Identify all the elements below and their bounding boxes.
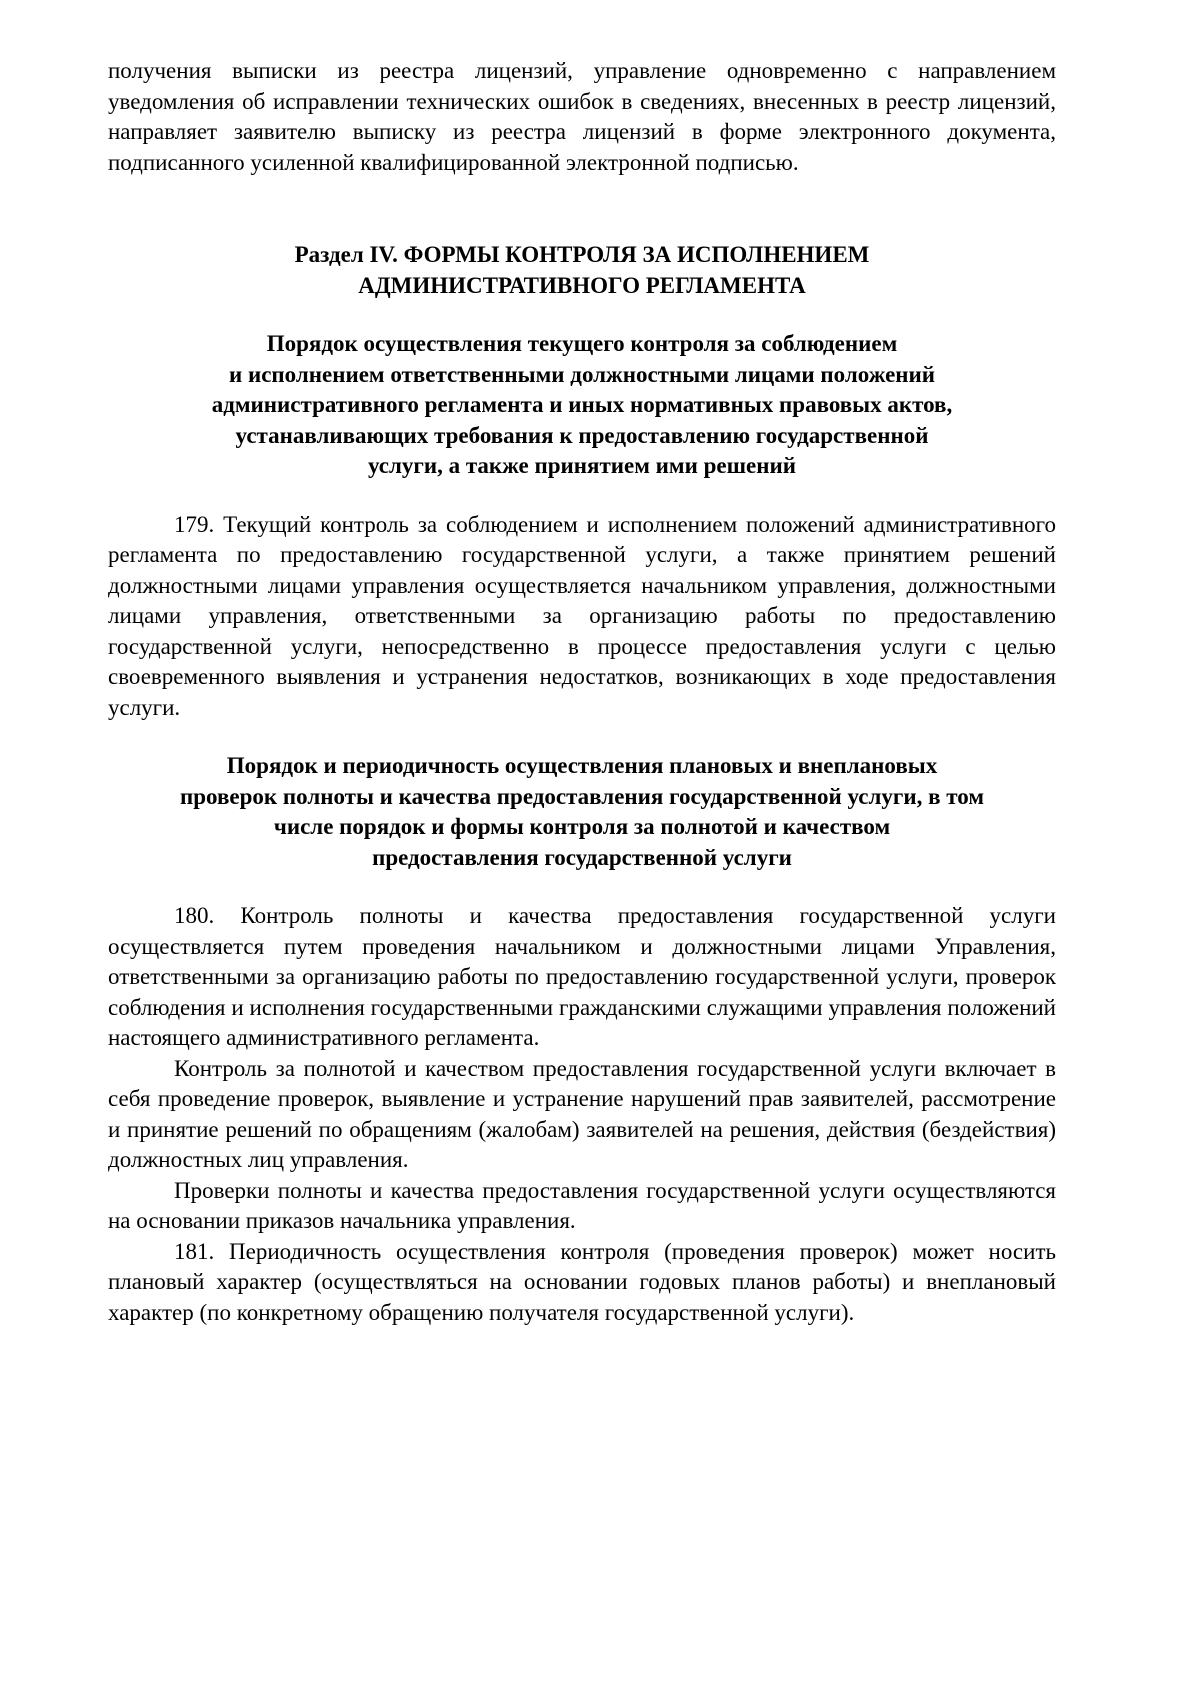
subheading-line: Порядок и периодичность осуществления плановых и внеплановых [226, 753, 938, 778]
subheading-line: устанавливающих требования к предоставлению государственной [235, 422, 929, 448]
document-page [108, 56, 1056, 1328]
section-title-line: Раздел IV. ФОРМЫ КОНТРОЛЯ ЗА ИСПОЛНЕНИЕМ [294, 242, 870, 267]
subheading-line: и исполнением ответственными должностными лицами положений [228, 361, 936, 387]
intro-paragraph: получения выписки из реестра лицензий, управление одновременно с направлением уведомления об исправлении технических ошибок в сведениях, внесенных в реестр лицензий, направляет заявителю выписку из реестра лицензий в форме электронного документа, подписанного усиленной квалифицированной электронной подписью. [108, 58, 1056, 175]
subheading-line: административного регламента и иных нормативных правовых актов, [211, 392, 953, 417]
subheading-line: предоставления государственной услуги [372, 844, 792, 870]
subheading-line: Порядок осуществления текущего контроля за соблюдением [266, 331, 898, 356]
paragraph-179: 179. Текущий контроль за соблюдением и исполнением положений административного регламента по предоставлению государственной услуги, а также принятием решений должностными лицами управления осуществляется начальником управления, должностными лицами управления, ответственными за организацию работы по предоставлению государственной услуги, непосредственно в процессе предоставления услуги с целью своевременного выявления и устранения недостатков, возникающих в ходе предоставления услуги. [108, 511, 1056, 720]
paragraph-180: 180. Контроль полноты и качества предоставления государственной услуги осуществляется путем проведения начальником и должностными лицами Управления, ответственными за организацию работы по предоставлению государственной услуги, проверок соблюдения и исполнения государственными гражданскими служащими управления положений настоящего административного регламента. [108, 903, 1056, 1050]
subheading-line: услуги, а также принятием ими решений [368, 453, 796, 478]
paragraph-180-control-scope: Контроль за полнотой и качеством предоставления государственной услуги включает в себя проведение проверок, выявление и устранение нарушений прав заявителей, рассмотрение и принятие решений по обращениям (жалобам) заявителей на решения, действия (бездействия) должностных лиц управления. [108, 1055, 1056, 1172]
section-title [108, 240, 1056, 301]
subheading-current-control [108, 329, 1056, 482]
subheading-line: проверок полноты и качества предоставления государственной услуги, в том [179, 783, 984, 809]
paragraph-181: 181. Периодичность осуществления контроля (проведения проверок) может носить плановый характер (осуществляться на основании годовых планов работы) и внеплановый характер (по конкретному обращению получателя государственной услуги). [108, 1238, 1056, 1325]
subheading-line: числе порядок и формы контроля за полнотой и качеством [273, 814, 891, 839]
subheading-inspections [108, 751, 1056, 873]
section-title-line: АДМИНИСТРАТИВНОГО РЕГЛАМЕНТА [358, 272, 806, 298]
paragraph-180-inspection-orders: Проверки полноты и качества предоставления государственной услуги осуществляются на основании приказов начальника управления. [108, 1177, 1056, 1233]
